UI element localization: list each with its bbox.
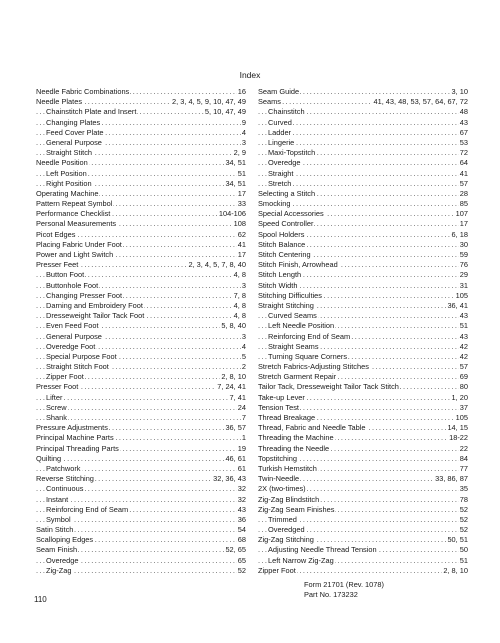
entry-pages: 2, 8, 10	[221, 372, 246, 382]
entry-label: Twin-Needle	[258, 474, 300, 484]
entry-label: Continuous	[46, 484, 84, 494]
entry-label: Overedge	[46, 555, 79, 565]
index-entry	[258, 230, 468, 240]
index-entry	[258, 423, 468, 433]
index-subentry	[36, 464, 246, 474]
index-entry	[258, 535, 468, 545]
entry-label: Needle Fabric Combinations	[36, 87, 130, 96]
entry-pages: 5	[241, 351, 246, 361]
entry-pages: 41	[237, 239, 246, 249]
entry-label: General Purpose	[46, 137, 102, 147]
entry-label: Power and Light Switch	[36, 250, 114, 259]
entry-pages: 32	[237, 484, 246, 494]
index-subentry	[36, 556, 246, 566]
entry-label: Principal Threading Parts	[36, 443, 119, 453]
entry-pages: 2, 3, 4, 5, 9, 10, 47, 49	[172, 97, 246, 107]
index-subentry	[36, 107, 246, 117]
entry-pages: 41, 43, 48, 53, 57, 64, 67, 72	[373, 97, 468, 107]
index-subentry	[36, 352, 246, 362]
entry-label: Zipper Foot	[46, 372, 84, 382]
index-subentry	[36, 403, 246, 413]
entry-pages: 72	[459, 148, 468, 158]
entry-pages: 104-106	[218, 209, 246, 219]
entry-label: Seam Guide	[258, 87, 300, 96]
index-entry	[36, 189, 246, 199]
entry-pages: 32, 36, 43	[213, 474, 246, 484]
entry-label: Special Purpose Foot	[46, 351, 117, 361]
entry-label: Seam Finish	[36, 545, 78, 555]
entry-label: Satin Stitch	[36, 525, 74, 535]
entry-label: Picot Edges	[36, 229, 76, 239]
index-entry	[258, 189, 468, 199]
index-subentry	[258, 545, 468, 555]
entry-label: Smocking	[258, 199, 291, 209]
entry-label: Maxi-Topstitch	[268, 148, 316, 158]
entry-label: Stitch Centering	[258, 250, 311, 259]
entry-label: Placing Fabric Under Foot	[36, 239, 122, 249]
entry-pages: 42	[459, 341, 468, 351]
entry-pages: 43	[459, 331, 468, 341]
entry-pages: 36	[237, 514, 246, 524]
index-subentry	[36, 505, 246, 515]
entry-label: Presser Feet	[36, 260, 79, 270]
dot-leader	[36, 454, 246, 464]
index-subentry	[258, 148, 468, 158]
entry-label: Needle Position	[36, 158, 88, 168]
index-subentry	[36, 138, 246, 148]
index-subentry	[36, 372, 246, 382]
entry-pages: 16	[237, 87, 246, 96]
index-subentry	[258, 179, 468, 189]
entry-pages: 76	[459, 260, 468, 270]
entry-pages: 4, 8	[233, 300, 246, 310]
entry-pages: 64	[459, 158, 468, 168]
entry-pages: 31	[459, 280, 468, 290]
index-entry	[258, 403, 468, 413]
entry-pages: 14, 15	[447, 423, 468, 433]
entry-pages: 32	[237, 494, 246, 504]
index-entry	[258, 301, 468, 311]
index-subentry	[36, 393, 246, 403]
entry-pages: 17	[237, 250, 246, 259]
entry-label: Speed Controller	[258, 219, 314, 229]
entry-label: Straight Stitching	[258, 300, 314, 310]
entry-pages: 33, 86, 87	[435, 474, 468, 484]
entry-label: Personal Measurements	[36, 219, 117, 229]
entry-pages: 52	[459, 525, 468, 535]
index-entry	[258, 566, 468, 576]
entry-label: Stretch Fabrics-Adjusting Stitches	[258, 362, 369, 372]
entry-pages: 1	[241, 433, 246, 443]
index-entry	[36, 433, 246, 443]
index-subentry	[258, 342, 468, 352]
entry-label: Tension Test	[258, 402, 299, 412]
entry-label: Left Narrow Zig-Zag	[268, 555, 334, 565]
index-entry	[258, 199, 468, 209]
entry-pages: 4, 8	[233, 311, 246, 321]
entry-label: Needle Plates	[36, 97, 83, 107]
entry-label: Scalloping Edges	[36, 535, 94, 545]
index-entry	[258, 87, 468, 97]
index-entry	[36, 444, 246, 454]
index-entry	[258, 219, 468, 229]
index-entry	[36, 199, 246, 209]
entry-label: Stitch Width	[258, 280, 298, 290]
entry-label: Shank	[46, 413, 67, 422]
entry-label: Seams	[258, 97, 282, 107]
entry-label: Principal Machine Parts	[36, 433, 114, 443]
index-entry	[258, 484, 468, 494]
index-entry	[36, 97, 246, 107]
entry-label: Screw	[46, 402, 67, 412]
entry-pages: 9	[241, 117, 246, 127]
entry-pages: 51	[237, 168, 246, 178]
entry-label: Quilting	[36, 453, 62, 463]
entry-label: Changing Plates	[46, 117, 101, 127]
index-subentry	[36, 169, 246, 179]
entry-pages: 62	[237, 229, 246, 239]
index-subentry	[36, 179, 246, 189]
index-subentry	[36, 515, 246, 525]
entry-label: Feed Cover Plate	[46, 127, 104, 137]
entry-label: Symbol	[46, 514, 71, 524]
entry-pages: 42	[459, 351, 468, 361]
entry-pages: 2, 9	[233, 148, 246, 158]
entry-pages: 46, 61	[225, 453, 246, 463]
entry-label: Curved Seams	[268, 311, 317, 321]
entry-label: Pattern Repeat Symbol	[36, 199, 113, 209]
index-entry	[36, 87, 246, 97]
entry-pages: 41	[459, 168, 468, 178]
entry-label: Reinforcing End of Seam	[46, 504, 129, 514]
index-entry	[258, 464, 468, 474]
page-title: Index	[239, 70, 261, 80]
entry-pages: 5, 8, 40	[221, 321, 246, 331]
entry-label: Zig-Zag Blindstitch	[258, 494, 320, 504]
entry-label: Left Needle Position	[268, 321, 335, 331]
entry-pages: 35	[459, 484, 468, 494]
entry-label: General Purpose	[46, 331, 102, 341]
index-entry	[258, 209, 468, 219]
entry-pages: 84	[459, 453, 468, 463]
entry-pages: 69	[459, 372, 468, 382]
index-subentry	[36, 148, 246, 158]
entry-label: Turning Square Corners	[268, 351, 348, 361]
entry-pages: 18-22	[449, 433, 468, 443]
entry-label: Overedged	[268, 525, 305, 535]
entry-pages: 59	[459, 250, 468, 259]
entry-label: Lingerie	[268, 137, 295, 147]
index-entry	[258, 281, 468, 291]
index-subentry	[36, 484, 246, 494]
entry-pages: 43	[459, 311, 468, 321]
entry-pages: 43	[459, 117, 468, 127]
index-subentry	[258, 128, 468, 138]
index-entry	[258, 250, 468, 260]
entry-label: Zig-Zag Stitching	[258, 535, 314, 545]
index-entry	[258, 270, 468, 280]
index-entry	[258, 372, 468, 382]
entry-label: Lifter	[46, 392, 63, 402]
index-entry	[36, 158, 246, 168]
entry-label: Operating Machine	[36, 188, 99, 198]
entry-label: Straight Stitch Foot	[46, 362, 109, 372]
entry-pages: 30	[459, 239, 468, 249]
entry-pages: 52, 65	[225, 545, 246, 555]
index-entry	[258, 454, 468, 464]
index-entry	[36, 454, 246, 464]
entry-label: Stretch Garment Repair	[258, 372, 337, 382]
index-column-right	[258, 87, 468, 576]
entry-pages: 36, 41	[447, 300, 468, 310]
entry-label: Take-up Lever	[258, 392, 305, 402]
entry-pages: 7	[241, 413, 246, 422]
index-entry	[36, 423, 246, 433]
index-entry	[36, 250, 246, 260]
entry-pages: 3	[241, 331, 246, 341]
entry-pages: 52	[459, 504, 468, 514]
footnote	[304, 580, 384, 599]
entry-label: Performance Checklist	[36, 209, 111, 219]
entry-pages: 51	[459, 321, 468, 331]
index-subentry	[258, 169, 468, 179]
entry-pages: 3	[241, 137, 246, 147]
entry-pages: 57	[459, 362, 468, 372]
entry-label: Straight Stitch	[46, 148, 93, 158]
index-entry	[36, 240, 246, 250]
entry-label: Stitch Finish, Arrowhead	[258, 260, 338, 270]
entry-label: Instant	[46, 494, 69, 504]
entry-pages: 34, 51	[225, 178, 246, 188]
entry-label: Ladder	[268, 127, 292, 137]
entry-label: Right Position	[46, 178, 92, 188]
entry-label: Zig-Zag Seam Finishes	[258, 504, 335, 514]
index-subentry	[36, 281, 246, 291]
entry-label: Button Foot	[46, 270, 85, 280]
index-entry	[36, 474, 246, 484]
entry-pages: 52	[459, 514, 468, 524]
entry-label: Zig-Zag	[46, 565, 72, 575]
entry-pages: 28	[459, 188, 468, 198]
entry-label: Straight Seams	[268, 341, 319, 351]
index-subentry	[36, 566, 246, 576]
entry-pages: 4	[241, 341, 246, 351]
entry-pages: 37	[459, 402, 468, 412]
index-entry	[258, 495, 468, 505]
entry-pages: 43	[237, 504, 246, 514]
index-subentry	[258, 158, 468, 168]
index-subentry	[258, 515, 468, 525]
entry-label: Pressure Adjustments	[36, 423, 108, 433]
entry-pages: 7, 8	[233, 290, 246, 300]
index-subentry	[258, 138, 468, 148]
entry-pages: 1, 20	[451, 392, 468, 402]
entry-label: Overedge	[268, 158, 301, 168]
entry-pages: 24	[237, 402, 246, 412]
entry-label: Spool Holders	[258, 229, 305, 239]
entry-label: Stretch	[268, 178, 292, 188]
index-subentry	[258, 118, 468, 128]
dot-leader	[36, 393, 246, 403]
entry-pages: 5, 10, 47, 49	[204, 107, 246, 117]
entry-label: Trimmed	[268, 514, 297, 524]
entry-label: Thread, Fabric and Needle Table	[258, 423, 366, 433]
index-entry	[258, 393, 468, 403]
entry-label: Chainstitch Plate and Insert	[46, 107, 137, 117]
entry-pages: 7, 41	[229, 392, 246, 402]
entry-label: Stitch Length	[258, 270, 302, 280]
entry-pages: 4, 8	[233, 270, 246, 280]
index-subentry	[36, 362, 246, 372]
entry-pages: 50, 51	[447, 535, 468, 545]
entry-label: Overedge Foot	[46, 341, 96, 351]
entry-pages: 54	[237, 525, 246, 535]
entry-pages: 53	[459, 137, 468, 147]
index-subentry	[36, 311, 246, 321]
entry-pages: 19	[237, 443, 246, 453]
index-entry	[36, 545, 246, 555]
entry-label: Straight	[268, 168, 294, 178]
index-subentry	[258, 107, 468, 117]
entry-label: Buttonhole Foot	[46, 280, 99, 290]
index-subentry	[36, 413, 246, 423]
entry-label: Threading the Needle	[258, 443, 330, 453]
entry-label: Tailor Tack, Dresseweight Tailor Tack Stitch	[258, 382, 399, 392]
index-entry	[258, 413, 468, 423]
index-subentry	[258, 525, 468, 535]
entry-label: Selecting a Stitch	[258, 188, 316, 198]
index-entry	[36, 382, 246, 392]
entry-pages: 107	[455, 209, 468, 219]
entry-pages: 17	[459, 219, 468, 229]
entry-pages: 2, 8, 10	[443, 565, 468, 575]
index-subentry	[36, 128, 246, 138]
entry-label: 2X (two-times)	[258, 484, 306, 494]
entry-pages: 105	[455, 290, 468, 300]
index-subentry	[258, 352, 468, 362]
entry-label: Patchwork	[46, 463, 81, 473]
entry-label: Curved	[268, 117, 292, 127]
entry-label: Even Feed Foot	[46, 321, 99, 331]
entry-label: Reverse Stitching	[36, 474, 94, 484]
entry-label: Stitching Difficulties	[258, 290, 322, 300]
index-subentry	[36, 118, 246, 128]
entry-pages: 7, 24, 41	[217, 382, 246, 392]
index-entry	[36, 230, 246, 240]
entry-label: Changing Presser Foot	[46, 290, 122, 300]
entry-label: Thread Breakage	[258, 413, 316, 422]
index-entry	[258, 433, 468, 443]
entry-pages: 34, 51	[225, 158, 246, 168]
index-subentry	[36, 321, 246, 331]
entry-label: Threading the Machine	[258, 433, 334, 443]
entry-label: Reinforcing End of Seam	[268, 331, 351, 341]
entry-pages: 36, 57	[225, 423, 246, 433]
page-number: 110	[34, 595, 47, 604]
entry-label: Special Accessories	[258, 209, 324, 219]
index-entry	[258, 260, 468, 270]
entry-label: Presser Foot	[36, 382, 79, 392]
entry-pages: 65	[237, 555, 246, 565]
index-entry	[258, 505, 468, 515]
entry-pages: 108	[233, 219, 246, 229]
index-entry	[258, 97, 468, 107]
part-number: Part No. 173232	[304, 589, 358, 599]
entry-pages: 68	[237, 535, 246, 545]
entry-label: Chainstitch	[268, 107, 305, 117]
index-subentry	[36, 495, 246, 505]
index-entry	[36, 219, 246, 229]
index-subentry	[36, 342, 246, 352]
entry-pages: 78	[459, 494, 468, 504]
index-entry	[258, 240, 468, 250]
entry-label: Stitch Balance	[258, 239, 306, 249]
index-subentry	[258, 311, 468, 321]
entry-label: Adjusting Needle Thread Tension	[268, 545, 377, 555]
entry-label: Dresseweight Tailor Tack Foot	[46, 311, 145, 321]
entry-pages: 33	[237, 199, 246, 209]
entry-pages: 67	[459, 127, 468, 137]
form-number: Form 21701 (Rev. 1078)	[304, 580, 384, 589]
entry-label: Turkish Hemstitch	[258, 463, 317, 473]
index-entry	[36, 525, 246, 535]
entry-pages: 6, 18	[451, 229, 468, 239]
entry-pages: 57	[459, 178, 468, 188]
entry-label: Left Position	[46, 168, 87, 178]
entry-pages: 85	[459, 199, 468, 209]
index-subentry	[258, 332, 468, 342]
entry-pages: 105	[455, 413, 468, 422]
index-subentry	[36, 332, 246, 342]
entry-pages: 22	[459, 443, 468, 453]
entry-pages: 2, 3, 4, 5, 7, 8, 40	[188, 260, 246, 270]
entry-pages: 3, 10	[451, 87, 468, 96]
entry-pages: 4	[241, 127, 246, 137]
index-entry	[36, 209, 246, 219]
entry-label: Topstitching	[258, 453, 298, 463]
index-entry	[258, 382, 468, 392]
entry-pages: 29	[459, 270, 468, 280]
index-entry	[258, 474, 468, 484]
index-entry	[258, 362, 468, 372]
index-column-left	[36, 87, 246, 576]
entry-label: Darning and Embroidery Foot	[46, 300, 143, 310]
index-entry	[258, 291, 468, 301]
entry-pages: 77	[459, 463, 468, 473]
index-subentry	[258, 556, 468, 566]
entry-pages: 51	[459, 555, 468, 565]
index-entry	[36, 535, 246, 545]
entry-pages: 50	[459, 545, 468, 555]
entry-pages: 3	[241, 280, 246, 290]
index-subentry	[36, 301, 246, 311]
entry-pages: 61	[237, 463, 246, 473]
index-subentry	[36, 270, 246, 280]
entry-label: Zipper Foot	[258, 565, 296, 575]
entry-pages: 52	[237, 565, 246, 575]
index-entry	[258, 444, 468, 454]
entry-pages: 17	[237, 188, 246, 198]
index-subentry	[258, 321, 468, 331]
index-subentry	[36, 291, 246, 301]
index-entry	[36, 260, 246, 270]
entry-pages: 2	[241, 362, 246, 372]
entry-pages: 80	[459, 382, 468, 392]
entry-pages: 48	[459, 107, 468, 117]
